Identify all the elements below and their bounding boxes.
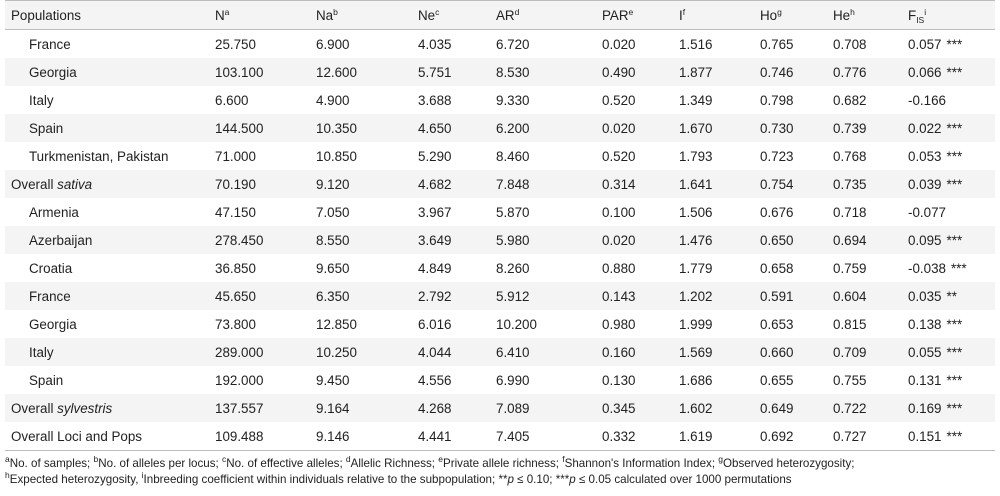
table-cell: 0.658 bbox=[760, 260, 794, 276]
header-n: $N^a$ bbox=[215, 1, 316, 30]
population-name: Overall sylvestris bbox=[11, 400, 113, 416]
table-cell: 10.850 bbox=[316, 148, 357, 164]
table-footnote bbox=[5, 451, 995, 488]
table-cell: 12.600 bbox=[316, 64, 357, 80]
table-cell: 0.649 bbox=[760, 400, 794, 416]
table-cell: 25.750 bbox=[215, 36, 256, 52]
table-cell: 0.676 bbox=[760, 204, 794, 220]
population-name: Overall sativa bbox=[11, 176, 93, 192]
fis-cell: -0.166 bbox=[908, 92, 946, 108]
fis-cell: 0.138 *** bbox=[908, 316, 963, 332]
table-cell: 0.759 bbox=[833, 260, 867, 276]
significance-marker: *** bbox=[946, 176, 963, 192]
table-cell: 0.682 bbox=[833, 92, 867, 108]
table-cell: 0.314 bbox=[602, 176, 636, 192]
table-cell: 6.350 bbox=[316, 288, 350, 304]
table-cell: 0.692 bbox=[760, 422, 833, 451]
table-cell: 1.670 bbox=[679, 120, 713, 136]
table-cell: 0.490 bbox=[602, 64, 636, 80]
table-cell: 45.650 bbox=[215, 288, 256, 304]
population-name: Georgia bbox=[29, 64, 77, 80]
table-cell: 6.600 bbox=[215, 92, 249, 108]
table-cell: 144.500 bbox=[215, 120, 264, 136]
table-cell: 109.488 bbox=[215, 422, 316, 451]
table-row bbox=[5, 394, 995, 422]
table-cell: 4.035 bbox=[418, 36, 452, 52]
table-cell: 4.556 bbox=[418, 372, 452, 388]
table-cell: 10.350 bbox=[316, 120, 357, 136]
table-cell: 0.653 bbox=[760, 316, 794, 332]
table-cell: 0.768 bbox=[833, 148, 867, 164]
table-cell: 1.793 bbox=[679, 148, 713, 164]
table-cell: 0.520 bbox=[602, 148, 636, 164]
fis-cell: 0.169 *** bbox=[908, 400, 963, 416]
table-row bbox=[5, 254, 995, 282]
table-cell: 3.649 bbox=[418, 232, 452, 248]
table-row bbox=[5, 422, 995, 451]
table-cell: 0.723 bbox=[760, 148, 794, 164]
table-cell: 4.441 bbox=[418, 422, 496, 451]
significance-marker: *** bbox=[946, 64, 963, 80]
table-cell: 0.345 bbox=[602, 400, 636, 416]
table-cell: 0.776 bbox=[833, 64, 867, 80]
table-cell: 36.850 bbox=[215, 260, 256, 276]
table-cell: 0.815 bbox=[833, 316, 867, 332]
population-name: Spain bbox=[29, 372, 64, 388]
table-cell: 2.792 bbox=[418, 288, 452, 304]
table-cell: 6.410 bbox=[496, 344, 530, 360]
table-cell: 0.798 bbox=[760, 92, 794, 108]
table-cell: 7.405 bbox=[496, 422, 602, 451]
table-cell: 0.020 bbox=[602, 36, 636, 52]
fis-cell: 0.053 *** bbox=[908, 148, 963, 164]
table-cell: 4.900 bbox=[316, 92, 350, 108]
table-cell: 7.848 bbox=[496, 176, 530, 192]
table-cell: 0.020 bbox=[602, 120, 636, 136]
table-cell: 3.967 bbox=[418, 204, 452, 220]
table-cell: 7.089 bbox=[496, 400, 530, 416]
table-container bbox=[5, 0, 995, 488]
population-name: Azerbaijan bbox=[29, 232, 93, 248]
table-cell: 0.708 bbox=[833, 36, 867, 52]
significance-marker: *** bbox=[946, 372, 963, 388]
table-cell: 1.202 bbox=[679, 288, 713, 304]
table-cell: 70.190 bbox=[215, 176, 256, 192]
significance-marker: *** bbox=[946, 400, 963, 416]
table-row bbox=[5, 58, 995, 86]
table-cell: 103.100 bbox=[215, 64, 264, 80]
table-cell: 1.476 bbox=[679, 232, 713, 248]
table-cell: 9.450 bbox=[316, 372, 350, 388]
table-cell: 4.268 bbox=[418, 400, 452, 416]
table-cell: 6.200 bbox=[496, 120, 530, 136]
table-cell: 0.727 bbox=[833, 422, 908, 451]
significance-marker: *** bbox=[946, 344, 963, 360]
table-cell: 192.000 bbox=[215, 372, 264, 388]
fis-cell: 0.039 *** bbox=[908, 176, 963, 192]
table-row bbox=[5, 30, 995, 59]
table-cell: 0.655 bbox=[760, 372, 794, 388]
table-cell: 0.718 bbox=[833, 204, 867, 220]
table-cell: 1.349 bbox=[679, 92, 713, 108]
header-populations: Populations bbox=[5, 1, 215, 30]
fis-cell: 0.035 ** bbox=[908, 288, 957, 304]
table-body bbox=[5, 30, 995, 451]
population-name: Overall Loci and Pops bbox=[5, 422, 215, 451]
table-cell: 10.250 bbox=[316, 344, 357, 360]
significance-marker: *** bbox=[950, 260, 967, 276]
header-na: Na$^b$ bbox=[316, 1, 418, 30]
fis-cell: 0.151 *** bbox=[908, 422, 995, 451]
table-cell: 9.120 bbox=[316, 176, 350, 192]
significance-marker: *** bbox=[946, 148, 963, 164]
fis-cell: 0.055 *** bbox=[908, 344, 963, 360]
population-name: Georgia bbox=[29, 316, 77, 332]
table-cell: 0.980 bbox=[602, 316, 636, 332]
table-cell: 3.688 bbox=[418, 92, 452, 108]
header-i: $I^f$ bbox=[679, 1, 760, 30]
table-row bbox=[5, 170, 995, 198]
population-name: Turkmenistan, Pakistan bbox=[29, 148, 169, 164]
significance-marker: *** bbox=[946, 232, 963, 248]
table-row bbox=[5, 282, 995, 310]
fis-cell: 0.057 *** bbox=[908, 36, 963, 52]
table-header bbox=[5, 1, 995, 30]
table-cell: 5.870 bbox=[496, 204, 530, 220]
header-ar: $AR^d$ bbox=[496, 1, 602, 30]
fis-cell: 0.066 *** bbox=[908, 64, 963, 80]
fis-cell: -0.077 bbox=[908, 204, 946, 220]
footnote-line-1: $^a$No. of samples; $^b$No. of alleles per locus; $^c$No. of effective alleles; $^d$Allelic Richness; $^e$Private allele richness; $^f$Shannon's Information Index; $^g$Observed heterozygosity; bbox=[5, 454, 855, 470]
table-cell: 6.720 bbox=[496, 36, 530, 52]
table-row bbox=[5, 114, 995, 142]
fis-cell: 0.131 *** bbox=[908, 372, 963, 388]
significance-marker: *** bbox=[946, 428, 963, 444]
table-cell: 10.200 bbox=[496, 316, 537, 332]
table-cell: 12.850 bbox=[316, 316, 357, 332]
table-cell: 0.722 bbox=[833, 400, 867, 416]
header-he: He$^h$ bbox=[833, 1, 908, 30]
header-ho: Ho$^g$ bbox=[760, 1, 833, 30]
table-row bbox=[5, 366, 995, 394]
table-cell: 0.020 bbox=[602, 232, 636, 248]
table-cell: 73.800 bbox=[215, 316, 256, 332]
header-ne: Ne$^c$ bbox=[418, 1, 496, 30]
significance-marker: *** bbox=[946, 120, 963, 136]
table-cell: 0.604 bbox=[833, 288, 867, 304]
table-cell: 1.506 bbox=[679, 204, 713, 220]
table-row bbox=[5, 338, 995, 366]
table-cell: 6.990 bbox=[496, 372, 530, 388]
table-cell: 0.160 bbox=[602, 344, 636, 360]
table-row bbox=[5, 310, 995, 338]
table-cell: 9.164 bbox=[316, 400, 350, 416]
table-cell: 1.569 bbox=[679, 344, 713, 360]
population-name: France bbox=[29, 288, 71, 304]
table-cell: 6.900 bbox=[316, 36, 350, 52]
table-cell: 0.880 bbox=[602, 260, 636, 276]
table-cell: 137.557 bbox=[215, 400, 264, 416]
table-cell: 0.735 bbox=[833, 176, 867, 192]
table-cell: 4.849 bbox=[418, 260, 452, 276]
table-cell: 8.550 bbox=[316, 232, 350, 248]
significance-marker: *** bbox=[946, 316, 963, 332]
table-row bbox=[5, 86, 995, 114]
table-cell: 9.650 bbox=[316, 260, 350, 276]
fis-cell: 0.095 *** bbox=[908, 232, 963, 248]
table-cell: 289.000 bbox=[215, 344, 264, 360]
table-row bbox=[5, 198, 995, 226]
table-cell: 5.980 bbox=[496, 232, 530, 248]
table-cell: 0.739 bbox=[833, 120, 867, 136]
table-cell: 0.755 bbox=[833, 372, 867, 388]
table-cell: 9.146 bbox=[316, 422, 418, 451]
table-cell: 5.290 bbox=[418, 148, 452, 164]
table-cell: 0.754 bbox=[760, 176, 794, 192]
table-cell: 0.746 bbox=[760, 64, 794, 80]
table-cell: 1.516 bbox=[679, 36, 713, 52]
table-cell: 1.619 bbox=[679, 422, 760, 451]
table-cell: 0.520 bbox=[602, 92, 636, 108]
table-cell: 6.016 bbox=[418, 316, 452, 332]
table-cell: 4.682 bbox=[418, 176, 452, 192]
significance-marker: ** bbox=[946, 288, 957, 304]
table-cell: 8.460 bbox=[496, 148, 530, 164]
table-cell: 1.686 bbox=[679, 372, 713, 388]
table-cell: 47.150 bbox=[215, 204, 256, 220]
table-row bbox=[5, 226, 995, 254]
table-cell: 0.332 bbox=[602, 422, 679, 451]
table-cell: 7.050 bbox=[316, 204, 350, 220]
table-cell: 1.602 bbox=[679, 400, 713, 416]
table-cell: 8.530 bbox=[496, 64, 530, 80]
population-name: Armenia bbox=[29, 204, 79, 220]
table-cell: 0.660 bbox=[760, 344, 794, 360]
population-name: France bbox=[29, 36, 71, 52]
table-cell: 278.450 bbox=[215, 232, 264, 248]
table-cell: 4.044 bbox=[418, 344, 452, 360]
table-cell: 71.000 bbox=[215, 148, 256, 164]
fis-cell: -0.038 *** bbox=[908, 260, 967, 276]
table-cell: 8.260 bbox=[496, 260, 530, 276]
significance-marker: *** bbox=[946, 36, 963, 52]
table-cell: 0.765 bbox=[760, 36, 794, 52]
table-cell: 5.912 bbox=[496, 288, 530, 304]
fis-cell: 0.022 *** bbox=[908, 120, 963, 136]
table-cell: 1.877 bbox=[679, 64, 713, 80]
table-cell: 0.100 bbox=[602, 204, 636, 220]
table-cell: 0.709 bbox=[833, 344, 867, 360]
population-name: Italy bbox=[29, 92, 54, 108]
table-cell: 0.143 bbox=[602, 288, 636, 304]
table-cell: 0.730 bbox=[760, 120, 794, 136]
table-cell: 0.650 bbox=[760, 232, 794, 248]
table-cell: 0.694 bbox=[833, 232, 867, 248]
table-cell: 0.591 bbox=[760, 288, 794, 304]
header-par: PAR$^e$ bbox=[602, 1, 679, 30]
header-fis: $F_{IS}^i$ bbox=[908, 1, 995, 30]
table-cell: 1.641 bbox=[679, 176, 713, 192]
table-cell: 5.751 bbox=[418, 64, 452, 80]
table-row bbox=[5, 142, 995, 170]
population-name: Italy bbox=[29, 344, 54, 360]
table-cell: 0.130 bbox=[602, 372, 636, 388]
table-cell: 1.999 bbox=[679, 316, 713, 332]
table-cell: 1.779 bbox=[679, 260, 713, 276]
population-name: Spain bbox=[29, 120, 64, 136]
population-name: Croatia bbox=[29, 260, 73, 276]
population-stats-table bbox=[5, 0, 995, 451]
table-cell: 4.650 bbox=[418, 120, 452, 136]
table-cell: 9.330 bbox=[496, 92, 530, 108]
footnote-line-2: $^h$Expected heterozygosity, $^i$Inbreeding coefficient within individuals relative to the subpopulation; **p ≤ 0.10; ***p ≤ 0.05 calculated over 1000 permutations bbox=[5, 470, 792, 486]
